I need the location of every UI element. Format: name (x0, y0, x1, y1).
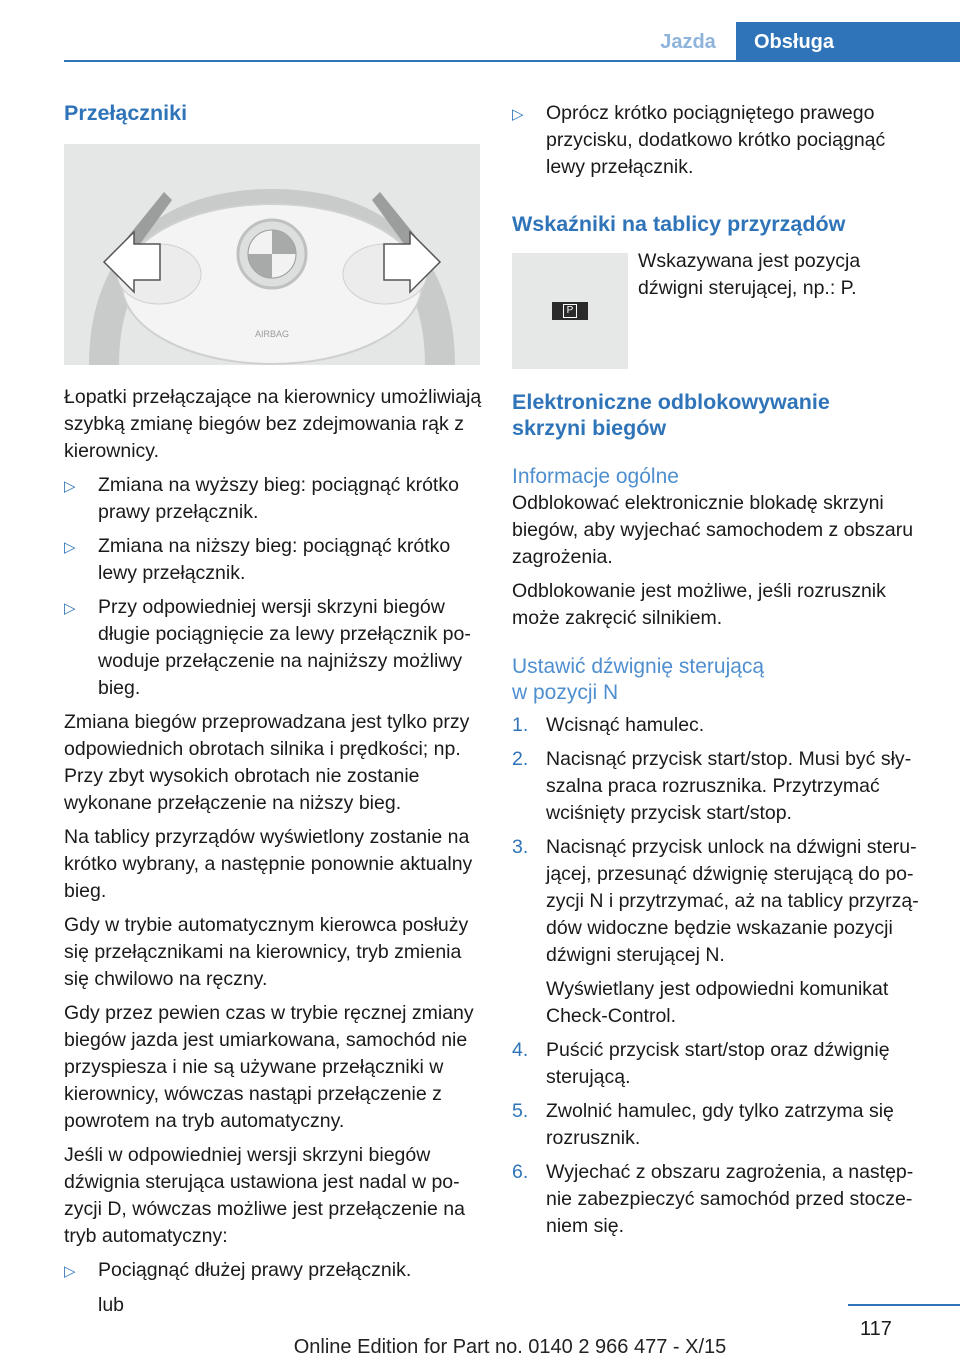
list-item: ▷ Pociągnąć dłużej prawy przełącznik. (64, 1257, 482, 1285)
list-item: ▷ Zmiana na niższy bieg: pociągnąć krótko lewy przełącznik. (64, 533, 482, 587)
gear-indicator-image (512, 253, 628, 369)
bullet-triangle-icon: ▷ (512, 106, 524, 123)
step-note: Wyświetlany jest odpowiedni komunikat Check-Control. (546, 978, 889, 1027)
heading-wskazniki: Wskaźniki na tablicy przyrządów (512, 212, 846, 236)
or-text: lub (98, 1294, 125, 1316)
list-item: 4. Puścić przycisk start/stop oraz dźwignię sterującą. (512, 1039, 890, 1088)
bullet-triangle-icon: ▷ (64, 1263, 76, 1280)
indicator-block (512, 250, 928, 369)
paragraph: Zmiana biegów przeprowadzana jest tylko przy odpowiednich obrotach silnika i prędkości; np. Przy zbyt wysokich obrotach nie zostanie wykonane przełączenie na niższy bieg. (64, 711, 470, 814)
heading-odblokowywanie: Elektroniczne odblokowywanie skrzyni biegów (512, 390, 830, 440)
paragraph: Na tablicy przyrządów wyświetlony zostanie na krótko wybrany, a następnie ponownie aktualny bieg. (64, 826, 473, 902)
paragraph: Gdy przez pewien czas w trybie ręcznej zmiany biegów jazda jest umiarkowana, samochód nie przyspiesza i nie są używane przełączniki w kierownicy, wówczas nastąpi przełączenie z powrotem na tryb automatyczny. (64, 1002, 474, 1132)
steering-wheel-illustration (64, 144, 480, 365)
footer-rule (848, 1304, 960, 1306)
footer-edition: Online Edition for Part no. 0140 2 966 477 - X/15 (293, 1336, 727, 1358)
indicator-description: Wskazywana jest pozycja dźwigni sterującej, np.: P. (638, 250, 861, 299)
paragraph: Odblokować elektronicznie blokadę skrzyni biegów, aby wyjechać samochodem z obszaru zagrożenia. (512, 492, 914, 568)
right-column (512, 100, 928, 1247)
park-indicator-icon: P (552, 302, 588, 320)
paragraph: Jeśli w odpowiedniej wersji skrzyni biegów dźwignia sterująca ustawiona jest nadal w pozycji D, wówczas możliwe jest przełączenie na tryb automatyczny: (64, 1144, 465, 1247)
tab-jazda[interactable]: Jazda (660, 30, 716, 53)
airbag-label: AIRBAG (254, 329, 290, 339)
left-column (64, 100, 482, 1326)
list-item: 3. Nacisnąć przycisk unlock na dźwigni sterującej, przesunąć dźwignię sterującą do pozycji N i przytrzymać, aż na tablicy przyrządów widoczne będzie wskazanie pozycji dźwigni sterującej N. (512, 836, 919, 966)
heading-przelaczniki: Przełączniki (64, 101, 188, 125)
list-item: 5. Zwolnić hamulec, gdy tylko zatrzyma się rozrusznik. (512, 1100, 894, 1149)
list-item: ▷ Przy odpowiedniej wersji skrzyni biegów długie pociągnięcie za lewy przełącznik powoduje przełączenie na najniższy możliwy bieg. (64, 594, 482, 702)
paragraph: Gdy w trybie automatycznym kierowca posłuży się przełącznikami na kierownicy, tryb zmienia się chwilowo na ręczny. (64, 914, 469, 990)
list-item: 6. Wyjechać z obszaru zagrożenia, a następnie zabezpieczyć samochód przed stoczeniem się. (512, 1161, 914, 1237)
intro-paragraph: Łopatki przełączające na kierownicy umożliwiają szybką zmianę biegów bez zdejmowania rąk z kierownicy. (64, 386, 482, 462)
bullet-triangle-icon: ▷ (64, 600, 76, 617)
page-number: 117 (860, 1318, 892, 1340)
list-item: ▷ Zmiana na wyższy bieg: pociągnąć krótko prawy przełącznik. (64, 472, 482, 526)
tab-obsluga[interactable]: Obsługa (736, 22, 960, 62)
list-item: 1. Wcisnąć hamulec. (512, 714, 705, 736)
paragraph: Odblokowanie jest możliwe, jeśli rozrusznik może zakręcić silnikiem. (512, 580, 886, 629)
list-item: 2. Nacisnąć przycisk start/stop. Musi być słyszalna praca rozrusznika. Przytrzymać wciśnięty przycisk start/stop. (512, 748, 912, 824)
bullet-triangle-icon: ▷ (64, 539, 76, 556)
heading-informacje: Informacje ogólne (512, 465, 679, 488)
list-item: ▷ Oprócz krótko pociągniętego prawego przycisku, dodatkowo krótko pociągnąć lewy przełącznik. (512, 100, 928, 181)
bullet-triangle-icon: ▷ (64, 478, 76, 495)
heading-ustawic-n: Ustawić dźwignię sterującą w pozycji N (512, 655, 765, 704)
